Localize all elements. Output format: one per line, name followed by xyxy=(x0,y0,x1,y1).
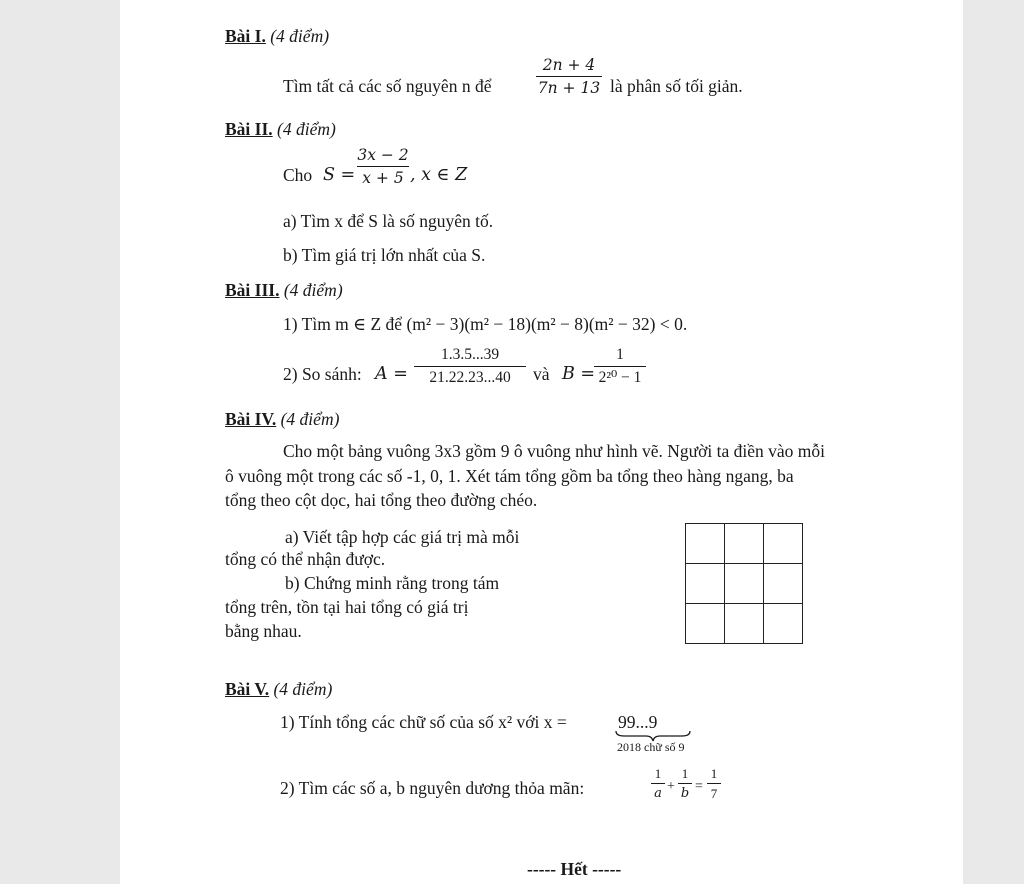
problem-2-heading xyxy=(225,119,336,139)
problem-1-text: Tìm tất cả các số nguyên n để xyxy=(283,76,492,96)
problem-3-part-2-label: 2) So sánh: xyxy=(283,364,362,384)
problem-2-part-a: a) Tìm x để S là số nguyên tố. xyxy=(283,211,494,231)
fraction-numerator: 1 xyxy=(654,766,662,781)
problem-2-points: (4 điểm) xyxy=(277,119,336,139)
problem-5-fraction-3 xyxy=(707,766,721,801)
problem-1-heading xyxy=(225,26,329,46)
fraction-denominator: b xyxy=(680,786,690,801)
grid-cell xyxy=(725,604,764,644)
problem-4-points: (4 điểm) xyxy=(280,409,340,429)
grid-cell xyxy=(725,564,764,604)
problem-4-heading xyxy=(225,409,339,429)
end-marker: ----- Hết ----- xyxy=(527,859,622,879)
problem-5-part-2: 2) Tìm các số a, b nguyên dương thỏa mãn: xyxy=(280,778,585,798)
problem-4-part-a-1: a) Viết tập hợp các giá trị mà mỗi xyxy=(285,527,520,547)
problem-2-fraction xyxy=(357,146,409,187)
fraction-denominator: 2²⁰ − 1 xyxy=(598,369,642,386)
problem-5-heading xyxy=(225,679,332,699)
problem-5-points: (4 điểm) xyxy=(273,679,333,699)
problem-4-title: Bài IV. xyxy=(225,409,277,429)
problem-2-title: Bài II. xyxy=(225,119,273,139)
equals-sign: = xyxy=(695,779,703,794)
problem-3-points: (4 điểm) xyxy=(283,280,343,300)
grid-cell xyxy=(725,524,764,564)
problem-1-title: Bài I. xyxy=(225,26,266,46)
problem-4-para-line-1: Cho một bảng vuông 3x3 gồm 9 ô vuông như hình vẽ. Người ta điền vào mỗi xyxy=(283,441,826,461)
grid-cell xyxy=(764,524,803,564)
fraction-denominator: x + 5 xyxy=(362,169,404,187)
fraction-denominator: 7n + 13 xyxy=(537,79,601,97)
fraction-numerator: 1.3.5...39 xyxy=(440,346,500,363)
problem-4-part-b-2: tổng trên, tồn tại hai tổng có giá trị xyxy=(225,597,469,617)
fraction-denominator: 7 xyxy=(710,786,718,801)
problem-2-cho: Cho xyxy=(283,165,313,185)
problem-5-title: Bài V. xyxy=(225,679,270,699)
grid-cell xyxy=(686,604,725,644)
problem-1-text-end: là phân số tối giản. xyxy=(610,76,743,96)
fraction-numerator: 1 xyxy=(616,346,624,363)
grid-cell xyxy=(764,564,803,604)
problem-4-part-b-3: bằng nhau. xyxy=(225,621,302,641)
problem-5-fraction-1 xyxy=(651,766,665,801)
problem-2-condition: , x ∈ Z xyxy=(410,165,468,185)
problem-3-title: Bài III. xyxy=(225,280,280,300)
problem-4-para-line-2: ô vuông một trong các số -1, 0, 1. Xét tám tổng gồm ba tổng theo hàng ngang, ba xyxy=(225,466,794,486)
problem-1-fraction xyxy=(536,56,602,97)
problem-2-part-b: b) Tìm giá trị lớn nhất của S. xyxy=(283,245,486,265)
problem-3-heading xyxy=(225,280,343,300)
fraction-numerator: 2n + 4 xyxy=(542,56,596,74)
exam-page xyxy=(120,0,963,884)
grid-cell xyxy=(686,564,725,604)
problem-5-fraction-2 xyxy=(678,766,692,801)
problem-4-part-a-2: tổng có thể nhận được. xyxy=(225,549,386,569)
grid-3x3 xyxy=(685,523,803,644)
problem-3-part-1: 1) Tìm m ∈ Z để (m² − 3)(m² − 18)(m² − 8)(m² − 32) < 0. xyxy=(283,314,688,334)
problem-5-underbrace-label: 2018 chữ số 9 xyxy=(617,740,685,754)
problem-4-part-b-1: b) Chứng minh rằng trong tám xyxy=(285,573,500,593)
problem-3-and: và xyxy=(533,364,550,384)
fraction-denominator: 21.22.23...40 xyxy=(429,369,511,386)
problem-1-points: (4 điểm) xyxy=(270,26,330,46)
plus-sign: + xyxy=(667,779,675,794)
problem-3-fraction-a xyxy=(414,346,526,387)
fraction-denominator: a xyxy=(654,786,662,801)
problem-5-nines: 99...9 xyxy=(618,712,658,732)
fraction-numerator: 1 xyxy=(681,766,689,781)
problem-3-b-label: B = xyxy=(562,364,596,384)
problem-2-s-label: S = xyxy=(323,165,356,185)
grid-cell xyxy=(764,604,803,644)
problem-3-fraction-b xyxy=(594,346,646,387)
grid-cell xyxy=(686,524,725,564)
problem-4-para-line-3: tổng theo cột dọc, hai tổng theo đường chéo. xyxy=(225,490,538,510)
fraction-numerator: 3x − 2 xyxy=(357,146,409,164)
problem-5-part-1: 1) Tính tổng các chữ số của số x² với x = xyxy=(280,712,567,732)
problem-3-a-label: A = xyxy=(375,364,408,384)
fraction-numerator: 1 xyxy=(710,766,718,781)
